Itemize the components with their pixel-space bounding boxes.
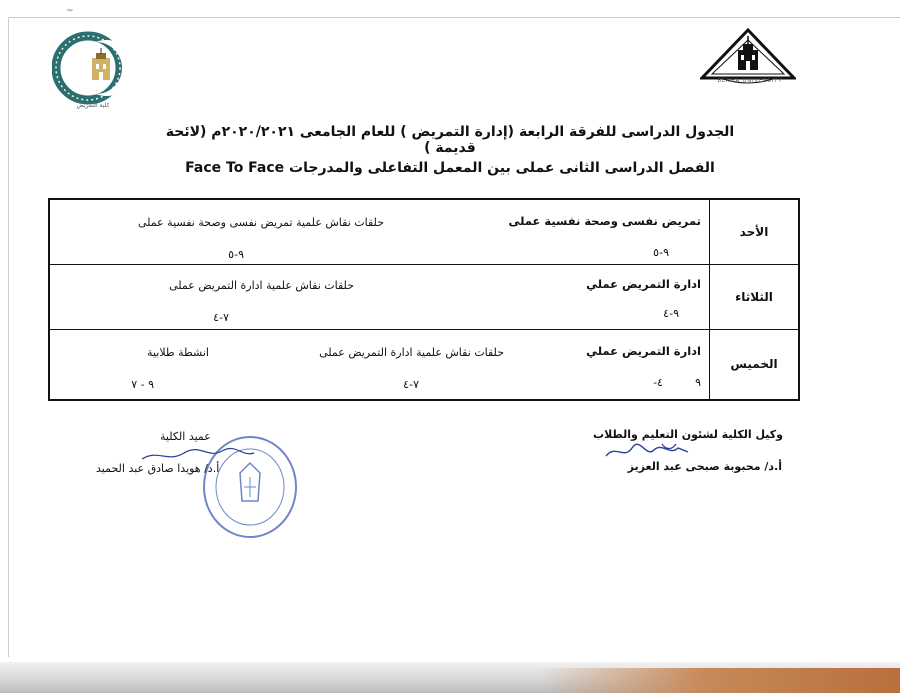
schedule-table [48, 198, 800, 401]
subtitle-arabic: الفصل الدراسى الثانى عملى بين المعمل التفاعلى والمدرجات [289, 160, 715, 176]
schedule-title: الجدول الدراسى للفرقة الرابعة (إدارة التمريض ) للعام الجامعى ٢٠٢٠/٢٠٢١م (لائحة قديمة ) [165, 124, 735, 156]
nursing-logo-caption: كلية التمريض [76, 102, 110, 109]
session-subject: حلقات نقاش علمية تمريض نفسى وصحة نفسية عملى [137, 216, 384, 229]
page-edge-top [8, 17, 900, 18]
session-subject: ادارة التمريض عملي [586, 343, 701, 358]
vice-dean-signature [602, 440, 692, 462]
session-time: ٩-٤ [663, 307, 679, 321]
nursing-faculty-logo [52, 30, 130, 106]
session-subject: حلقات نقاش علمية ادارة التمريض عملى [319, 345, 504, 359]
dean-title: عميد الكلية [160, 430, 211, 443]
session-time: ٧-٤ [403, 377, 419, 391]
sessions-cell [49, 265, 710, 330]
session-time-start: ٩ [695, 375, 701, 389]
session-subject: ادارة التمريض عملي [586, 277, 701, 292]
sessions-cell [49, 199, 710, 265]
session-subject: انشطة طلابية [147, 345, 209, 359]
table-row [49, 199, 799, 265]
session-subject: تمريض نفسى وصحة نفسية عملى [508, 214, 701, 228]
table-row [49, 329, 799, 400]
session-subject: حلقات نقاش علمية ادارة التمريض عملى [169, 279, 354, 293]
day-cell: الثلاثاء [710, 265, 800, 330]
university-logo-caption: BENHA UNIVERSITY [717, 78, 783, 84]
vice-dean-name: أ.د/ محبوبة صبحى عبد العزيز [627, 460, 782, 473]
vice-dean-title: وكيل الكلية لشئون التعليم والطلاب [593, 428, 783, 441]
session-time-end: ٤- [653, 375, 663, 389]
session-time: ٩-٥ [228, 248, 244, 261]
session-time: ٩ - ٧ [131, 377, 154, 391]
page-edge-left [8, 17, 9, 657]
day-cell: الأحد [710, 199, 800, 265]
scan-background-surface [540, 668, 900, 693]
session-time: ٩-٥ [653, 246, 669, 259]
table-row [49, 265, 799, 330]
schedule-subtitle [150, 160, 750, 176]
dean-name: أ.د/ هويدا صادق عبد الحميد [96, 462, 220, 475]
margin-mark: ~ [66, 6, 74, 16]
session-time: ٧-٤ [213, 311, 229, 325]
day-cell: الخميس [710, 329, 800, 400]
sessions-cell [49, 329, 710, 400]
subtitle-english: Face To Face [185, 160, 285, 176]
